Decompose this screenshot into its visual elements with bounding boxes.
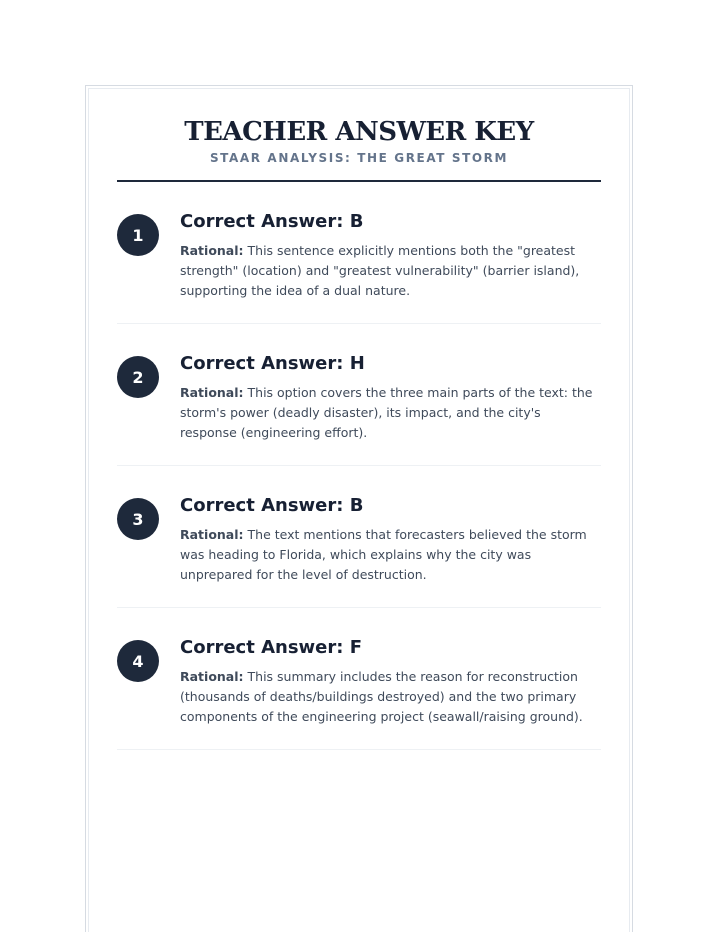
answer-content <box>180 636 601 727</box>
rationale-text: This summary includes the reason for reconstruction (thousands of deaths/buildings destroyed) and the two primary components of the engineering project (seawall/raising ground). <box>180 669 583 724</box>
correct-answer: Correct Answer: H <box>180 353 365 374</box>
rationale <box>180 241 601 301</box>
answer-item <box>117 182 601 324</box>
answer-key-sheet <box>85 85 633 932</box>
question-number-badge: 4 <box>117 640 159 682</box>
question-number-badge: 1 <box>117 214 159 256</box>
rationale-label: Rational: <box>180 527 244 542</box>
answer-content <box>180 352 601 443</box>
answer-list <box>117 182 601 750</box>
rationale-text: The text mentions that forecasters believed the storm was heading to Florida, which explains why the city was unprepared for the level of destruction. <box>180 527 587 582</box>
answer-content <box>180 494 601 585</box>
rationale-label: Rational: <box>180 243 244 258</box>
correct-answer: Correct Answer: F <box>180 637 363 658</box>
rationale <box>180 383 601 443</box>
rationale-text: This option covers the three main parts of the text: the storm's power (deadly disaster), its impact, and the city's response (engineering effort). <box>180 385 593 440</box>
question-number-badge: 2 <box>117 356 159 398</box>
question-number-badge: 3 <box>117 498 159 540</box>
rationale-label: Rational: <box>180 385 244 400</box>
rationale <box>180 525 601 585</box>
answer-item <box>117 608 601 750</box>
page-title: TEACHER ANSWER KEY <box>184 117 534 147</box>
rationale-text: This sentence explicitly mentions both the "greatest strength" (location) and "greatest vulnerability" (barrier island), supporting the idea of a dual nature. <box>180 243 580 298</box>
rationale-label: Rational: <box>180 669 244 684</box>
rationale <box>180 667 601 727</box>
header <box>116 116 602 166</box>
correct-answer: Correct Answer: B <box>180 495 364 516</box>
correct-answer: Correct Answer: B <box>180 211 364 232</box>
answer-content <box>180 210 601 301</box>
page-subtitle: STAAR ANALYSIS: THE GREAT STORM <box>209 151 509 165</box>
answer-item <box>117 324 601 466</box>
answer-item <box>117 466 601 608</box>
